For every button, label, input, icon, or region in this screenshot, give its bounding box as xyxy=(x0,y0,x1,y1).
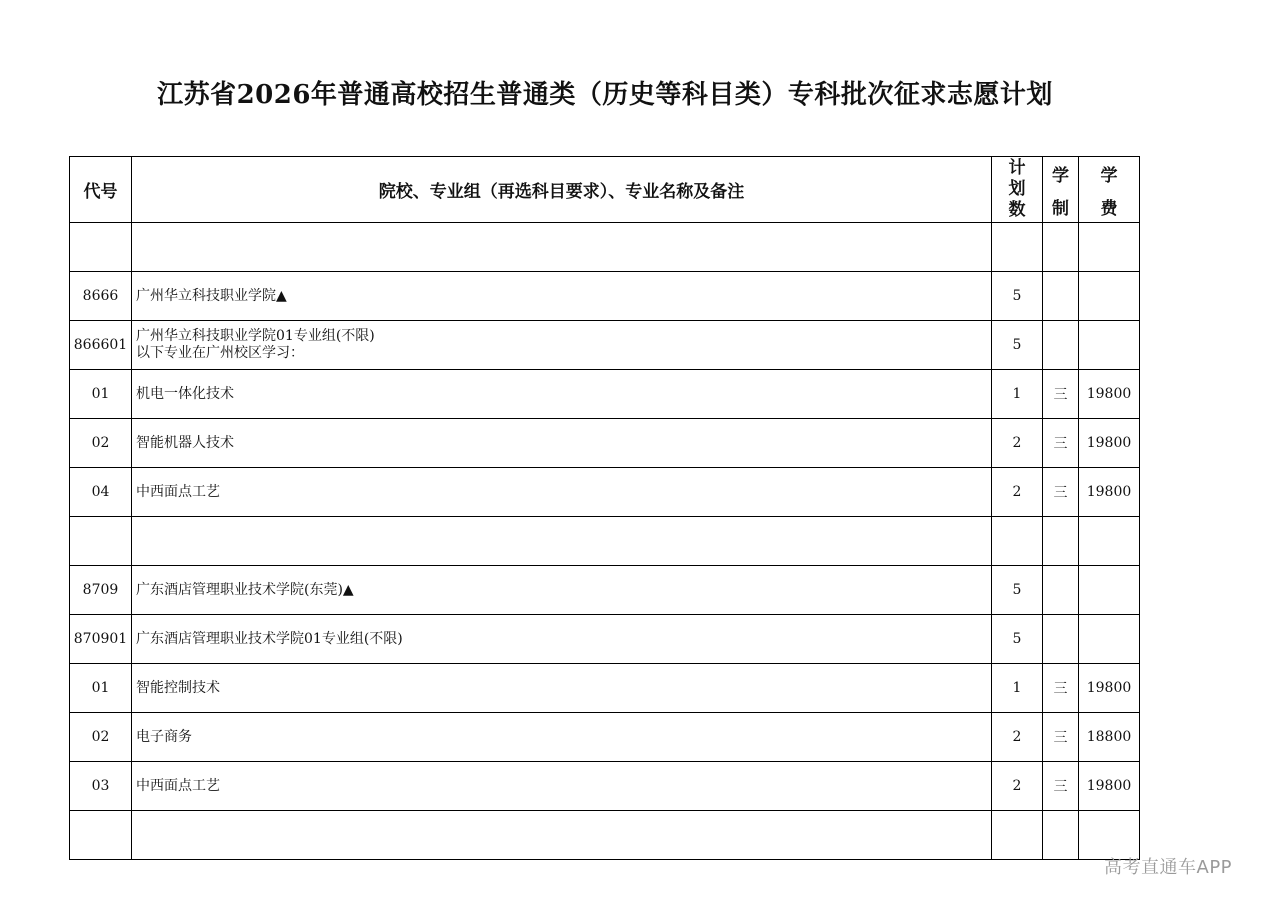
cell-plan-count: 5 xyxy=(992,321,1043,370)
cell-name-line: 广州华立科技职业学院01专业组(不限) xyxy=(136,328,375,344)
header-years-char: 制 xyxy=(1052,198,1069,219)
cell-name-line: 智能控制技术 xyxy=(136,679,220,696)
page-title: 江苏省2026年普通高校招生普通类（历史等科目类）专科批次征求志愿计划 xyxy=(157,80,1053,110)
cell-fee xyxy=(1079,615,1140,664)
cell-plan-count xyxy=(992,517,1043,566)
cell-code: 02 xyxy=(70,419,132,468)
table-row xyxy=(70,566,1140,615)
cell-code: 8709 xyxy=(70,566,132,615)
cell-name xyxy=(132,468,992,517)
cell-name xyxy=(132,419,992,468)
table-row xyxy=(70,615,1140,664)
cell-name xyxy=(132,615,992,664)
cell-name-line: 智能机器人技术 xyxy=(136,434,234,451)
cell-name-line: 以下专业在广州校区学习： xyxy=(136,345,304,361)
cell-years xyxy=(1043,321,1079,370)
cell-years: 三 xyxy=(1043,370,1079,419)
cell-fee xyxy=(1079,517,1140,566)
header-plan-char: 划 xyxy=(1008,179,1026,199)
cell-code: 02 xyxy=(70,713,132,762)
header-plan-char: 数 xyxy=(1008,200,1026,220)
cell-name-line: 中西面点工艺 xyxy=(136,777,220,794)
cell-plan-count: 2 xyxy=(992,468,1043,517)
watermark: 高考直通车APP xyxy=(1104,857,1233,878)
header-plan-char: 计 xyxy=(1008,158,1026,178)
cell-years: 三 xyxy=(1043,468,1079,517)
header-fee xyxy=(1079,157,1140,223)
header-plan xyxy=(992,157,1043,223)
cell-name-line: 广州华立科技职业学院▲ xyxy=(136,287,287,304)
cell-fee xyxy=(1079,321,1140,370)
cell-name xyxy=(132,517,992,566)
cell-years: 三 xyxy=(1043,713,1079,762)
cell-name xyxy=(132,272,992,321)
cell-plan-count xyxy=(992,811,1043,860)
cell-name xyxy=(132,762,992,811)
table-row xyxy=(70,664,1140,713)
cell-fee: 19800 xyxy=(1079,762,1140,811)
cell-code xyxy=(70,223,132,272)
cell-plan-count: 1 xyxy=(992,664,1043,713)
cell-code: 01 xyxy=(70,664,132,713)
table-row xyxy=(70,272,1140,321)
header-years xyxy=(1043,157,1079,223)
cell-fee xyxy=(1079,566,1140,615)
cell-years: 三 xyxy=(1043,762,1079,811)
cell-years: 三 xyxy=(1043,419,1079,468)
cell-code: 8666 xyxy=(70,272,132,321)
cell-name xyxy=(132,811,992,860)
cell-code: 870901 xyxy=(70,615,132,664)
cell-name xyxy=(132,370,992,419)
cell-name-line: 广东酒店管理职业技术学院(东莞)▲ xyxy=(136,581,354,598)
cell-name xyxy=(132,713,992,762)
header-fee-char: 费 xyxy=(1100,198,1118,219)
table-row xyxy=(70,223,1140,272)
table-row xyxy=(70,517,1140,566)
cell-years xyxy=(1043,811,1079,860)
cell-name-line: 中西面点工艺 xyxy=(136,483,220,500)
cell-code: 866601 xyxy=(70,321,132,370)
cell-code: 03 xyxy=(70,762,132,811)
cell-code: 01 xyxy=(70,370,132,419)
cell-plan-count: 5 xyxy=(992,615,1043,664)
header-fee-char: 学 xyxy=(1100,165,1118,186)
cell-name xyxy=(132,223,992,272)
cell-name-line: 机电一体化技术 xyxy=(136,385,234,402)
table-row xyxy=(70,811,1140,860)
cell-name-line: 广东酒店管理职业技术学院01专业组(不限) xyxy=(136,630,403,647)
cell-fee xyxy=(1079,272,1140,321)
cell-years: 三 xyxy=(1043,664,1079,713)
cell-plan-count: 1 xyxy=(992,370,1043,419)
cell-name xyxy=(132,321,992,370)
cell-fee: 19800 xyxy=(1079,419,1140,468)
cell-years xyxy=(1043,517,1079,566)
cell-code: 04 xyxy=(70,468,132,517)
cell-plan-count: 2 xyxy=(992,713,1043,762)
cell-name-line: 电子商务 xyxy=(136,728,192,745)
table-body xyxy=(70,223,1140,860)
table-row xyxy=(70,321,1140,370)
cell-fee: 18800 xyxy=(1079,713,1140,762)
cell-plan-count: 5 xyxy=(992,272,1043,321)
table-row xyxy=(70,713,1140,762)
cell-plan-count: 5 xyxy=(992,566,1043,615)
header-years-char: 学 xyxy=(1052,165,1069,186)
enrollment-plan-table xyxy=(69,156,1140,860)
cell-fee: 19800 xyxy=(1079,664,1140,713)
table-row xyxy=(70,762,1140,811)
cell-name xyxy=(132,566,992,615)
cell-plan-count: 2 xyxy=(992,762,1043,811)
header-name: 院校、专业组（再选科目要求）、专业名称及备注 xyxy=(132,157,992,223)
cell-fee xyxy=(1079,223,1140,272)
cell-fee: 19800 xyxy=(1079,468,1140,517)
table-row xyxy=(70,370,1140,419)
cell-code xyxy=(70,517,132,566)
cell-years xyxy=(1043,566,1079,615)
table-header-row xyxy=(70,157,1140,223)
cell-name xyxy=(132,664,992,713)
table-row xyxy=(70,419,1140,468)
cell-code xyxy=(70,811,132,860)
table-row xyxy=(70,468,1140,517)
header-code: 代号 xyxy=(70,157,132,223)
cell-years xyxy=(1043,272,1079,321)
cell-fee: 19800 xyxy=(1079,370,1140,419)
cell-years xyxy=(1043,223,1079,272)
cell-plan-count xyxy=(992,223,1043,272)
cell-years xyxy=(1043,615,1079,664)
cell-plan-count: 2 xyxy=(992,419,1043,468)
